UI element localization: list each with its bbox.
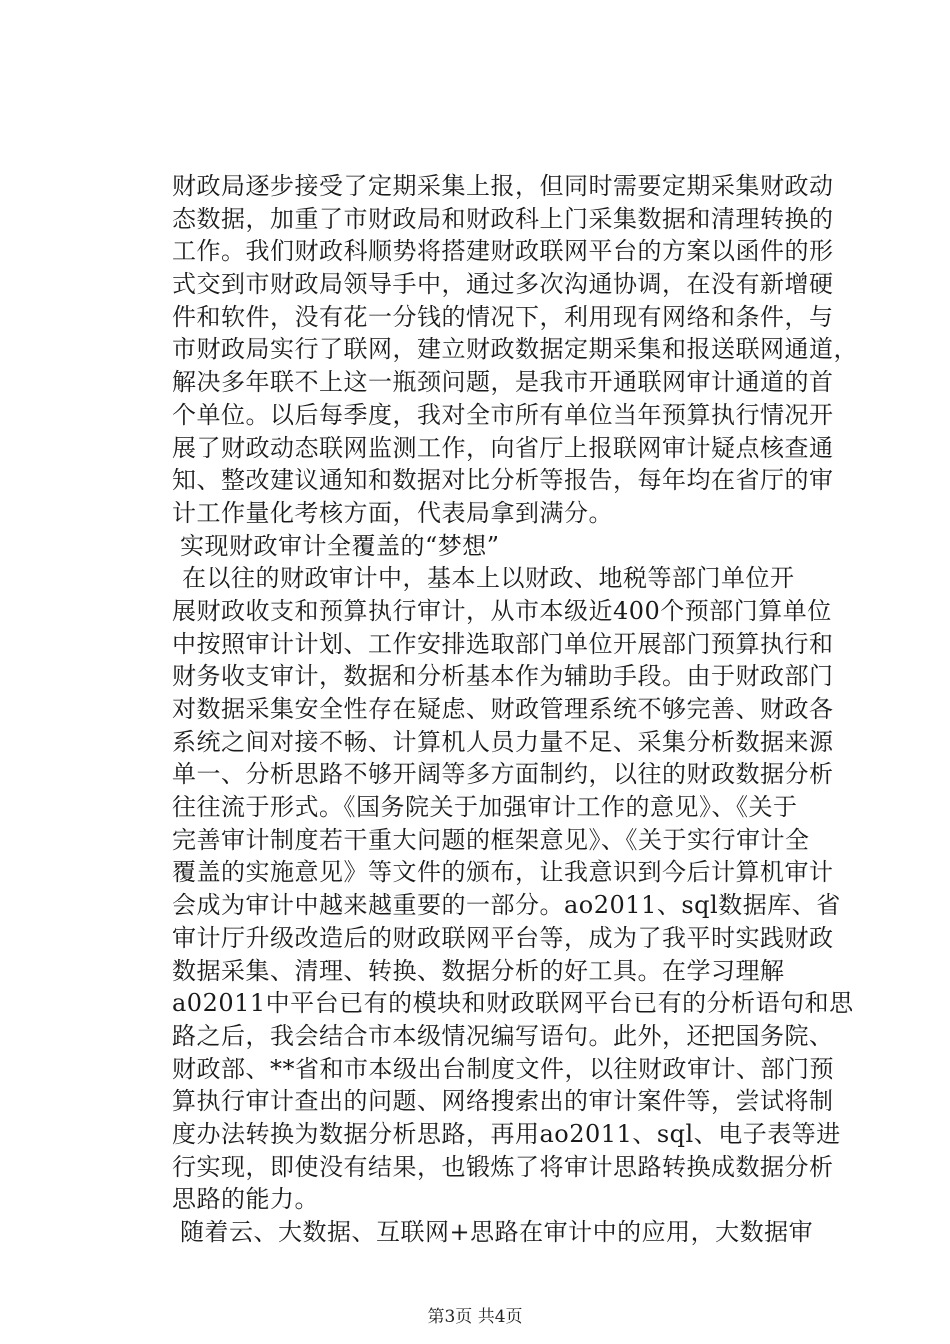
text-line: 财政部、**省和市本级出台制度文件，以往财政审计、部门预	[172, 1054, 834, 1083]
text-line: 态数据，加重了市财政局和财政科上门采集数据和清理转换的	[172, 204, 834, 233]
text-line: 往往流于形式。《国务院关于加强审计工作的意见》、《关于	[172, 793, 798, 822]
text-line: 思路的能力。	[172, 1185, 319, 1214]
document-body	[172, 170, 858, 1249]
text-line: 审计厅升级改造后的财政联网平台等，成为了我平时实践财政	[172, 923, 834, 952]
text-line: 财务收支审计，数据和分析基本作为辅助手段。由于财政部门	[172, 662, 834, 691]
text-line: 会成为审计中越来越重要的一部分。ao2011、sql数据库、省	[172, 891, 841, 920]
paragraph-first-line: 随着云、大数据、互联网+思路在审计中的应用，大数据审	[180, 1218, 814, 1246]
text-line: 工作。我们财政科顺势将搭建财政联网平台的方案以函件的形	[172, 237, 834, 266]
text-line: 市财政局实行了联网，建立财政数据定期采集和报送联网通道，	[172, 335, 858, 364]
text-line: 系统之间对接不畅、计算机人员力量不足、采集分析数据来源	[172, 727, 834, 756]
text-line: 完善审计制度若干重大问题的框架意见》、《关于实行审计全	[172, 825, 810, 854]
section-heading: 实现财政审计全覆盖的“梦想”	[180, 531, 500, 560]
text-line: a02011中平台已有的模块和财政联网平台已有的分析语句和思	[172, 989, 854, 1018]
text-line: 算执行审计查出的问题、网络搜索出的审计案件等，尝试将制	[172, 1087, 834, 1116]
text-line: 展财政收支和预算执行审计，从市本级近400个预部门算单位	[172, 596, 832, 625]
text-line: 展了财政动态联网监测工作，向省厅上报联网审计疑点核查通	[172, 433, 834, 462]
text-line: 覆盖的实施意见》等文件的颁布，让我意识到今后计算机审计	[172, 858, 834, 887]
paragraph-first-line: 在以往的财政审计中，基本上以财政、地税等部门单位开	[182, 564, 795, 593]
text-line: 式交到市财政局领导手中，通过多次沟通协调，在没有新增硬	[172, 270, 834, 299]
text-line: 解决多年联不上这一瓶颈问题，是我市开通联网审计通道的首	[172, 368, 834, 397]
text-line: 财政局逐步接受了定期采集上报，但同时需要定期采集财政动	[172, 172, 834, 200]
text-line: 单一、分析思路不够开阔等多方面制约，以往的财政数据分析	[172, 760, 834, 789]
text-line: 对数据采集安全性存在疑虑、财政管理系统不够完善、财政各	[172, 695, 834, 723]
text-line: 知、整改建议通知和数据对比分析等报告，每年均在省厅的审	[172, 466, 834, 495]
text-line: 中按照审计计划、工作安排选取部门单位开展部门预算执行和	[172, 629, 834, 658]
text-line: 度办法转换为数据分析思路，再用ao2011、sql、电子表等进	[172, 1119, 841, 1148]
text-line: 件和软件，没有花一分钱的情况下，利用现有网络和条件，与	[172, 302, 834, 331]
text-line: 路之后，我会结合市本级情况编写语句。此外，还把国务院、	[172, 1021, 834, 1050]
text-line: 计工作量化考核方面，代表局拿到满分。	[172, 498, 613, 527]
text-line: 数据采集、清理、转换、数据分析的好工具。在学习理解	[172, 956, 785, 985]
text-line: 个单位。以后每季度，我对全市所有单位当年预算执行情况开	[172, 400, 834, 429]
text-line: 行实现，即使没有结果，也锻炼了将审计思路转换成数据分析	[172, 1152, 834, 1181]
page-number-footer: 第3页 共4页	[427, 1307, 523, 1327]
